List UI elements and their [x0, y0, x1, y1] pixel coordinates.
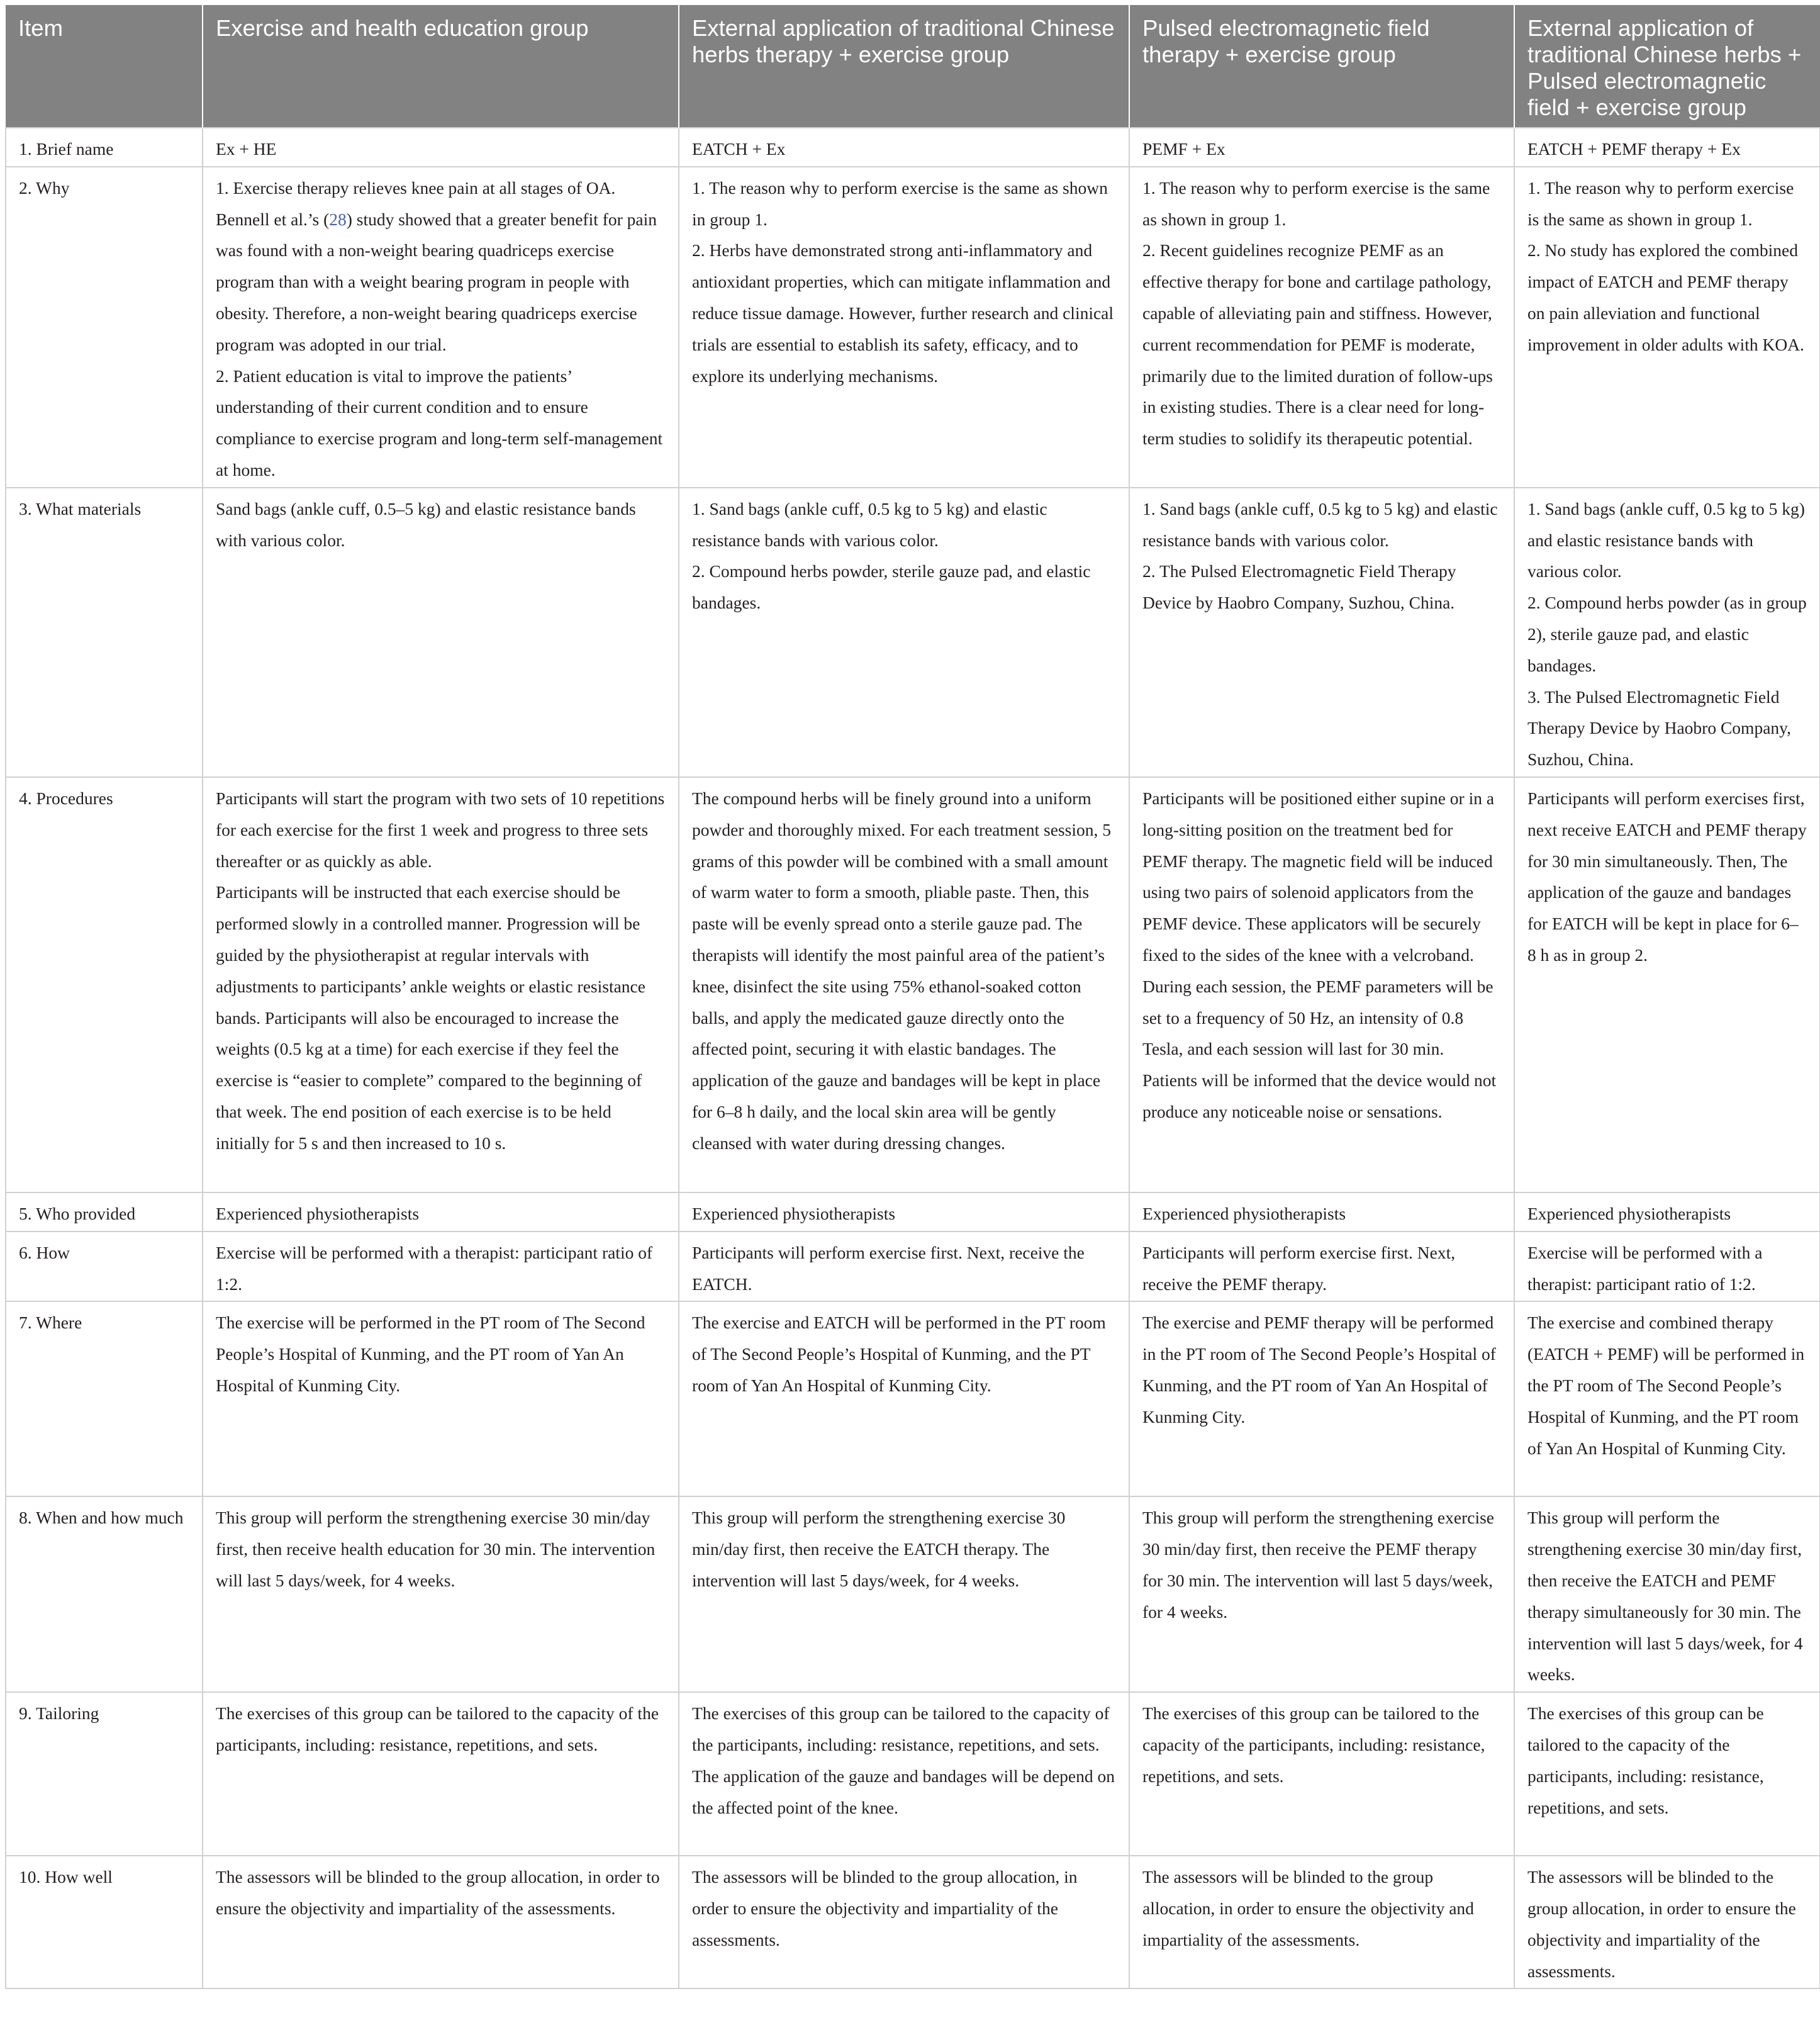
- cell-eatch-pemf-ex: This group will perform the strengthening exercise 30 min/day first, then receive the EATCH and PEMF therapy simultaneously for 30 min. The intervention will last 5 days/week, for 4 weeks.: [1514, 1496, 1820, 1692]
- item-label: 8. When and how much: [6, 1496, 203, 1692]
- header-row: [6, 5, 1820, 128]
- item-label: 5. Who provided: [6, 1192, 203, 1231]
- cell-eatch-pemf-ex: The assessors will be blinded to the group allocation, in order to ensure the objectivity and impartiality of the assessments.: [1514, 1856, 1820, 1988]
- cell-pemf-ex: The exercise and PEMF therapy will be performed in the PT room of The Second People’s Hospital of Kunming, and the PT room of Yan An Hospital of Kunming City.: [1129, 1301, 1514, 1496]
- item-label: 10. How well: [6, 1856, 203, 1988]
- item-label: 9. Tailoring: [6, 1692, 203, 1856]
- cell-eatch-pemf-ex: Participants will perform exercises first, next receive EATCH and PEMF therapy for 30 min simultaneously. Then, The application of the gauze and bandages for EATCH will be kept in place for 6–8 h as in group 2.: [1514, 777, 1820, 1192]
- cell-eatch-ex: Experienced physiotherapists: [679, 1192, 1129, 1231]
- cell-eatch-pemf-ex: 1. The reason why to perform exercise is the same as shown in group 1. 2. No study has explored the combined impact of EATCH and PEMF therapy on pain alleviation and functional improvement in older adults with KOA.: [1514, 167, 1820, 488]
- cell-eatch-ex: 1. Sand bags (ankle cuff, 0.5 kg to 5 kg) and elastic resistance bands with various color. 2. Compound herbs powder, sterile gauze pad, and elastic bandages.: [679, 488, 1129, 777]
- cell-pemf-ex: Experienced physiotherapists: [1129, 1192, 1514, 1231]
- cell-eatch-ex: Participants will perform exercise first. Next, receive the EATCH.: [679, 1231, 1129, 1302]
- item-label: 7. Where: [6, 1301, 203, 1496]
- cell-pemf-ex: This group will perform the strengthening exercise 30 min/day first, then receive the PEMF therapy for 30 min. The intervention will last 5 days/week, for 4 weeks.: [1129, 1496, 1514, 1692]
- cell-eatch-ex: This group will perform the strengthening exercise 30 min/day first, then receive the EATCH therapy. The intervention will last 5 days/week, for 4 weeks.: [679, 1496, 1129, 1692]
- row-how: [6, 1231, 1820, 1302]
- cell-ex-he: The exercise will be performed in the PT room of The Second People’s Hospital of Kunming, and the PT room of Yan An Hospital of Kunming City.: [203, 1301, 679, 1496]
- item-label: 3. What materials: [6, 488, 203, 777]
- cell-eatch-ex: 1. The reason why to perform exercise is the same as shown in group 1. 2. Herbs have demonstrated strong anti-inflammatory and antioxidant properties, which can mitigate inflammation and reduce tissue damage. However, further research and clinical trials are essential to establish its safety, efficacy, and to explore its underlying mechanisms.: [679, 167, 1129, 488]
- cell-eatch-pemf-ex: The exercises of this group can be tailored to the capacity of the participants, including: resistance, repetitions, and sets.: [1514, 1692, 1820, 1856]
- cell-ex-he: Sand bags (ankle cuff, 0.5–5 kg) and elastic resistance bands with various color.: [203, 488, 679, 777]
- item-label: 2. Why: [6, 167, 203, 488]
- citation-link[interactable]: 28: [329, 209, 347, 229]
- header-eatch-pemf-ex-group: External application of traditional Chinese herbs + Pulsed electromagnetic field + exercise group: [1514, 5, 1820, 128]
- cell-ex-he: The exercises of this group can be tailored to the capacity of the participants, including: resistance, repetitions, and sets.: [203, 1692, 679, 1856]
- item-label: 1. Brief name: [6, 128, 203, 167]
- cell-pemf-ex: Participants will perform exercise first. Next, receive the PEMF therapy.: [1129, 1231, 1514, 1302]
- cell-pemf-ex: The exercises of this group can be tailored to the capacity of the participants, including: resistance, repetitions, and sets.: [1129, 1692, 1514, 1856]
- cell-eatch-ex: The exercises of this group can be tailored to the capacity of the participants, including: resistance, repetitions, and sets. The application of the gauze and bandages will be depend on the affected point of the knee.: [679, 1692, 1129, 1856]
- row-when-and-how-much: [6, 1496, 1820, 1692]
- row-tailoring: [6, 1692, 1820, 1856]
- header-pemf-ex-group: Pulsed electromagnetic field therapy + exercise group: [1129, 5, 1514, 128]
- item-label: 6. How: [6, 1231, 203, 1302]
- row-why: [6, 167, 1820, 488]
- cell-ex-he: 1. Exercise therapy relieves knee pain at all stages of OA. Bennell et al.’s (28) study showed that a greater benefit for pain was found with a non-weight bearing quadriceps exercise program than with a weight bearing program in people with obesity. Therefore, a non-weight bearing quadriceps exercise program was adopted in our trial. 2. Patient education is vital to improve the patients’ understanding of their current condition and to ensure compliance to exercise program and long-term self-management at home.: [203, 167, 679, 488]
- cell-pemf-ex: 1. Sand bags (ankle cuff, 0.5 kg to 5 kg) and elastic resistance bands with various color. 2. The Pulsed Electromagnetic Field Therapy Device by Haobro Company, Suzhou, China.: [1129, 488, 1514, 777]
- header-ex-he-group: Exercise and health education group: [203, 5, 679, 128]
- row-brief-name: [6, 128, 1820, 167]
- cell-pemf-ex: 1. The reason why to perform exercise is the same as shown in group 1. 2. Recent guidelines recognize PEMF as an effective therapy for bone and cartilage pathology, capable of alleviating pain and stiffness. However, current recommendation for PEMF is moderate, primarily due to the limited duration of follow-ups in existing studies. There is a clear need for long-term studies to solidify its therapeutic potential.: [1129, 167, 1514, 488]
- cell-pemf-ex: The assessors will be blinded to the group allocation, in order to ensure the objectivity and impartiality of the assessments.: [1129, 1856, 1514, 1988]
- cell-eatch-ex: The assessors will be blinded to the group allocation, in order to ensure the objectivity and impartiality of the assessments.: [679, 1856, 1129, 1988]
- row-who-provided: [6, 1192, 1820, 1231]
- row-how-well: [6, 1856, 1820, 1988]
- item-label: 4. Procedures: [6, 777, 203, 1192]
- cell-eatch-pemf-ex: 1. Sand bags (ankle cuff, 0.5 kg to 5 kg) and elastic resistance bands with various color. 2. Compound herbs powder (as in group 2), sterile gauze pad, and elastic bandages. 3. The Pulsed Electromagnetic Field Therapy Device by Haobro Company, Suzhou, China.: [1514, 488, 1820, 777]
- cell-eatch-pemf-ex: Exercise will be performed with a therapist: participant ratio of 1:2.: [1514, 1231, 1820, 1302]
- cell-eatch-ex: EATCH + Ex: [679, 128, 1129, 167]
- cell-pemf-ex: Participants will be positioned either supine or in a long-sitting position on the treatment bed for PEMF therapy. The magnetic field will be induced using two pairs of solenoid applicators from the PEMF device. These applicators will be securely fixed to the sides of the knee with a velcroband. During each session, the PEMF parameters will be set to a frequency of 50 Hz, an intensity of 0.8 Tesla, and each session will last for 30 min. Patients will be informed that the device would not produce any noticeable noise or sensations.: [1129, 777, 1514, 1192]
- header-item: Item: [6, 5, 203, 128]
- row-where: [6, 1301, 1820, 1496]
- cell-eatch-ex: The exercise and EATCH will be performed in the PT room of The Second People’s Hospital of Kunming, and the PT room of Yan An Hospital of Kunming City.: [679, 1301, 1129, 1496]
- cell-pemf-ex: PEMF + Ex: [1129, 128, 1514, 167]
- cell-eatch-ex: The compound herbs will be finely ground into a uniform powder and thoroughly mixed. For each treatment session, 5 grams of this powder will be combined with a small amount of warm water to form a smooth, pliable paste. Then, this paste will be evenly spread onto a sterile gauze pad. The therapists will identify the most painful area of the patient’s knee, disinfect the site using 75% ethanol-soaked cotton balls, and apply the medicated gauze directly onto the affected point, securing it with elastic bandages. The application of the gauze and bandages will be kept in place for 6–8 h daily, and the local skin area will be gently cleansed with water during dressing changes.: [679, 777, 1129, 1192]
- row-procedures: [6, 777, 1820, 1192]
- cell-eatch-pemf-ex: Experienced physiotherapists: [1514, 1192, 1820, 1231]
- cell-ex-he: Exercise will be performed with a therapist: participant ratio of 1:2.: [203, 1231, 679, 1302]
- header-eatch-ex-group: External application of traditional Chinese herbs therapy + exercise group: [679, 5, 1129, 128]
- cell-eatch-pemf-ex: EATCH + PEMF therapy + Ex: [1514, 128, 1820, 167]
- cell-ex-he: Participants will start the program with two sets of 10 repetitions for each exercise for the first 1 week and progress to three sets thereafter or as quickly as able. Participants will be instructed that each exercise should be performed slowly in a controlled manner. Progression will be guided by the physiotherapist at regular intervals with adjustments to participants’ ankle weights or elastic resistance bands. Participants will also be encouraged to increase the weights (0.5 kg at a time) for each exercise if they feel the exercise is “easier to complete” compared to the beginning of that week. The end position of each exercise is to be held initially for 5 s and then increased to 10 s.: [203, 777, 679, 1192]
- cell-ex-he: The assessors will be blinded to the group allocation, in order to ensure the objectivity and impartiality of the assessments.: [203, 1856, 679, 1988]
- cell-eatch-pemf-ex: The exercise and combined therapy (EATCH + PEMF) will be performed in the PT room of The Second People’s Hospital of Kunming, and the PT room of Yan An Hospital of Kunming City.: [1514, 1301, 1820, 1496]
- intervention-table: [5, 5, 1820, 1989]
- cell-ex-he: Ex + HE: [203, 128, 679, 167]
- row-what-materials: [6, 488, 1820, 777]
- cell-ex-he: Experienced physiotherapists: [203, 1192, 679, 1231]
- cell-ex-he: This group will perform the strengthening exercise 30 min/day first, then receive health education for 30 min. The intervention will last 5 days/week, for 4 weeks.: [203, 1496, 679, 1692]
